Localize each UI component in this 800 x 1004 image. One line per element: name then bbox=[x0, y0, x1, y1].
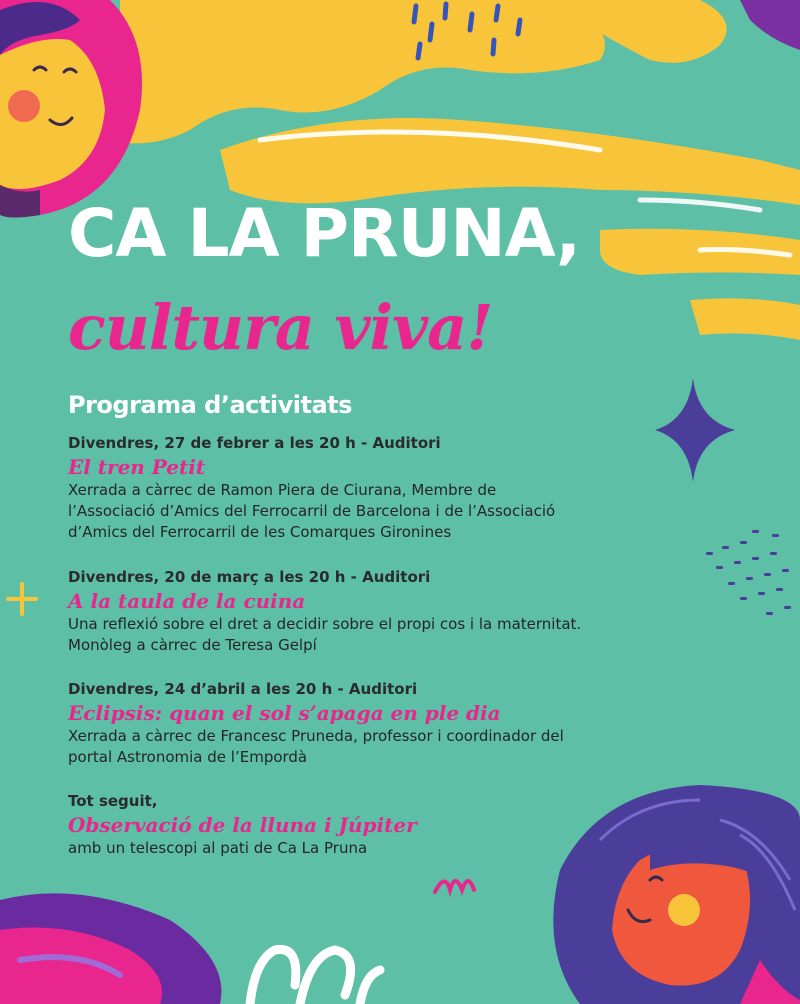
yellow-plus-icon bbox=[8, 584, 36, 614]
event-description-line: Xerrada a càrrec de Ramon Piera de Ciurana, Membre de bbox=[68, 481, 497, 499]
event-description-line: Una reflexió sobre el dret a decidir sobre el propi cos i la maternitat. bbox=[68, 615, 582, 633]
event-datetime: Divendres, 27 de febrer a les 20 h - Auditori bbox=[68, 434, 441, 452]
event-datetime: Divendres, 24 d’abril a les 20 h - Auditori bbox=[68, 680, 418, 698]
bottom-left-blob bbox=[0, 893, 221, 1004]
poster-title-line2: cultura viva! bbox=[68, 291, 493, 364]
program-subtitle: Programa d’activitats bbox=[68, 391, 352, 419]
event-description-line: d’Amics del Ferrocarril de les Comarques Gironines bbox=[68, 523, 452, 541]
event-description-line: portal Astronomia de l’Empordà bbox=[68, 748, 308, 766]
event-item bbox=[68, 566, 688, 656]
event-name: A la taula de la cuina bbox=[68, 589, 306, 613]
event-description-line: l’Associació d’Amics del Ferrocarril de Barcelona i de l’Associació bbox=[68, 502, 556, 520]
yellow-brush-strokes bbox=[102, 0, 800, 340]
event-name: Eclipsis: quan el sol s’apaga en ple dia bbox=[68, 701, 501, 725]
event-name: El tren Petit bbox=[68, 455, 206, 479]
event-description-line: amb un telescopi al pati de Ca La Pruna bbox=[68, 839, 368, 857]
event-datetime: Tot seguit, bbox=[68, 792, 158, 810]
white-scribble bbox=[250, 949, 380, 1004]
event-item bbox=[68, 790, 688, 859]
event-description-line: Xerrada a càrrec de Francesc Pruneda, professor i coordinador del bbox=[68, 727, 564, 745]
face-top-left bbox=[0, 0, 142, 218]
event-description bbox=[68, 614, 688, 656]
purple-corner-top-right bbox=[740, 0, 800, 50]
event-description-line: Monòleg a càrrec de Teresa Gelpí bbox=[68, 636, 317, 654]
event-description bbox=[68, 726, 688, 768]
event-datetime: Divendres, 20 de març a les 20 h - Auditori bbox=[68, 568, 431, 586]
event-item bbox=[68, 678, 688, 768]
event-name: Observació de la lluna i Júpiter bbox=[68, 813, 417, 837]
event-description bbox=[68, 480, 688, 543]
poster-title-line1: CA LA PRUNA, bbox=[68, 195, 581, 272]
dot-pattern bbox=[706, 530, 791, 615]
pink-squiggle bbox=[435, 881, 474, 892]
event-item bbox=[68, 432, 688, 543]
event-description bbox=[68, 838, 688, 859]
